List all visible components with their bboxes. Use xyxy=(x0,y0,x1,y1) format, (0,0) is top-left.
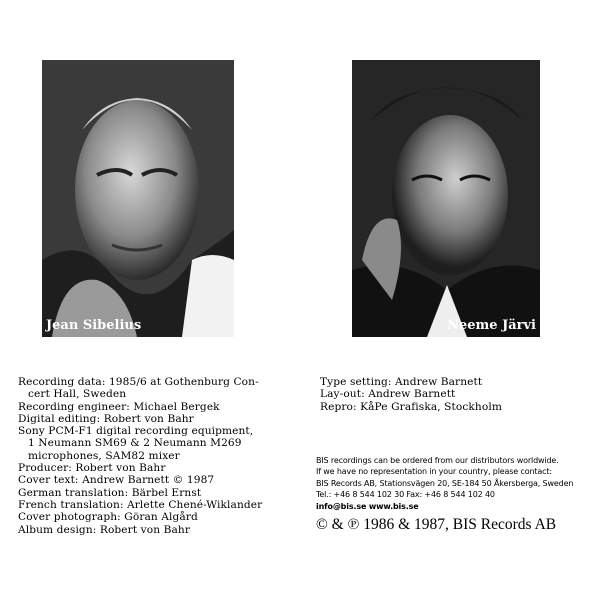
credit-line: cert Hall, Sweden xyxy=(28,388,127,401)
credit-line: Sony PCM-F1 digital recording equipment, xyxy=(18,425,254,438)
credit-line: Lay-out: Andrew Barnett xyxy=(320,388,456,401)
distribution-info xyxy=(316,455,573,512)
portrait-photo-jarvi xyxy=(352,60,540,337)
credit-line: 1 Neumann SM69 & 2 Neumann M269 xyxy=(28,437,242,450)
production-credits xyxy=(320,376,502,413)
distribution-line: If we have no representation in your country, please contact: xyxy=(316,467,552,477)
portrait-illustration xyxy=(352,60,540,337)
credit-line: Recording data: 1985/6 at Gothenburg Con- xyxy=(18,376,259,388)
credit-line: Album design: Robert von Bahr xyxy=(18,523,191,536)
credit-line: microphones, SAM82 mixer xyxy=(28,449,180,462)
portrait-illustration xyxy=(42,60,234,337)
credit-line: Cover text: Andrew Barnett © 1987 xyxy=(18,474,215,487)
credit-line: German translation: Bärbel Ernst xyxy=(18,486,202,499)
credit-line: Repro: KåPe Grafiska, Stockholm xyxy=(320,400,502,413)
photo-caption-jarvi: Neeme Järvi xyxy=(447,318,536,333)
credit-line: French translation: Arlette Chené-Wiklander xyxy=(18,498,263,511)
copyright-notice: © & ℗ 1986 & 1987, BIS Records AB xyxy=(316,516,557,533)
distribution-contact: info@bis.se www.bis.se xyxy=(316,501,419,511)
credit-line: Type setting: Andrew Barnett xyxy=(320,376,483,388)
distribution-phone-fax: Tel.: +46 8 544 102 30 Fax: +46 8 544 102 40 xyxy=(316,490,495,500)
photo-caption-sibelius: Jean Sibelius xyxy=(46,318,142,333)
distribution-line: BIS recordings can be ordered from our distributors worldwide. xyxy=(316,456,559,465)
credit-line: Cover photograph: Göran Algård xyxy=(18,511,198,524)
credit-line: Recording engineer: Michael Bergek xyxy=(18,400,220,413)
portrait-photo-sibelius xyxy=(42,60,234,337)
recording-credits xyxy=(18,376,262,536)
credit-line: Producer: Robert von Bahr xyxy=(18,462,166,475)
credit-line: Digital editing: Robert von Bahr xyxy=(18,412,194,425)
distribution-address: BIS Records AB, Stationsvägen 20, SE-184 50 Åkersberga, Sweden xyxy=(316,478,574,488)
